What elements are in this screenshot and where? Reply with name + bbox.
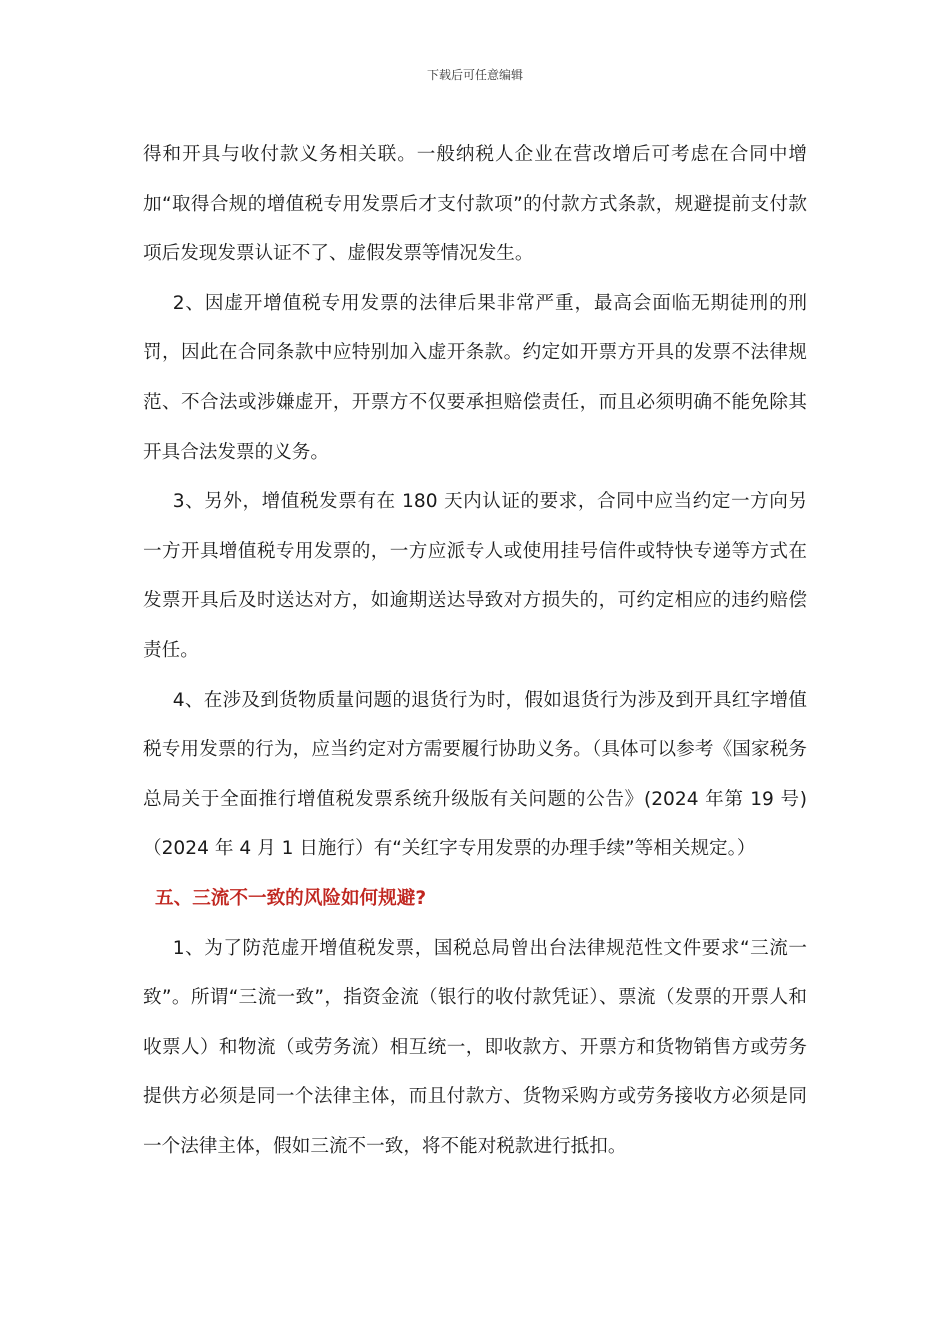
paragraph-item-3: 3、另外，增值税发票有在 180 天内认证的要求，合同中应当约定一方向另一方开具增值税专用发票的，一方应派专人或使用挂号信件或特快专递等方式在发票开具后及时送达对方，如逾期送达导致对方损失的，可约定相应的违约赔偿责任。	[143, 491, 807, 661]
section-heading: 五、三流不一致的风险如何规避?	[155, 887, 427, 909]
paragraph-continuation: 得和开具与收付款义务相关联。一般纳税人企业在营改增后可考虑在合同中增加“取得合规的增值税专用发票后才支付款项”的付款方式条款，规避提前支付款项后发现发票认证不了、虚假发票等情况发生。	[143, 144, 807, 265]
paragraph-item-2: 2、因虚开增值税专用发票的法律后果非常严重，最高会面临无期徒刑的刑罚，因此在合同条款中应特别加入虚开条款。约定如开票方开具的发票不法律规范、不合法或涉嫌虚开，开票方不仅要承担赔偿责任，而且必须明确不能免除其开具合法发票的义务。	[143, 292, 807, 463]
paragraph-item-4: 4、在涉及到货物质量问题的退货行为时，假如退货行为涉及到开具红字增值税专用发票的行为，应当约定对方需要履行协助义务。（具体可以参考《国家税务总局关于全面推行增值税发票系统升级版有关问题的公告》(2024 年第 19 号)（2024 年 4 月 1 日施行）有“关红字专用发票的办理手续”等相关规定。）	[143, 689, 807, 860]
section-paragraph-1: 1、为了防范虚开增值税发票，国税总局曾出台法律规范性文件要求“三流一致”。所谓“三流一致”，指资金流（银行的收付款凭证）、票流（发票的开票人和收票人）和物流（或劳务流）相互统一，即收款方、开票方和货物销售方或劳务提供方必须是同一个法律主体，而且付款方、货物采购方或劳务接收方必须是同一个法律主体，假如三流不一致，将不能对税款进行抵扣。	[143, 937, 807, 1157]
document-body	[143, 130, 807, 1171]
header-note: 下载后可任意编辑	[426, 68, 523, 82]
